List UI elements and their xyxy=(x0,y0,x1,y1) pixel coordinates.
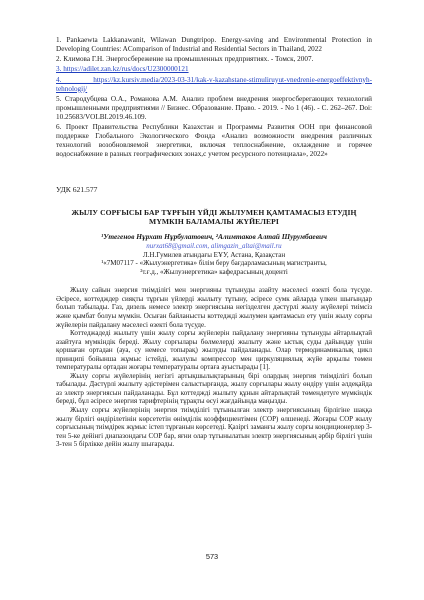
body-paragraph: Жылу сорғы жүйелерінің негізгі артықшылықтарының бірі олардың энергия тиімділігі болып табылады. Дәстүрлі жылыту әдістерімен салыстырғанда, жылу сорғылары жылу өндіру үшін әлдеқайда аз электр энергиясын пайдаланады. Бұл коттеджді жылыту құнын айтарлықтай төмендетуге мүмкіндік береді, бұл әсіресе энергия тарифтерінің тұрақты өсуі жағдайында маңызды. xyxy=(56,371,372,406)
reference-item-link xyxy=(56,76,372,94)
reference-list xyxy=(56,36,372,159)
udc-code: УДК 621.577 xyxy=(56,184,98,194)
title-line: МҮМКІН БАЛАМАЛЫ ЖҮЙЕЛЕРІ xyxy=(149,217,279,227)
reference-link[interactable]: 3. https://adilet.zan.kz/rus/docs/U2300000121 xyxy=(56,65,189,74)
reference-item-link xyxy=(56,65,372,74)
body-paragraph: Жылу сайын энергия тиімділігі мен энергияны тұтынуды азайту мәселесі өзекті бола түсуде. Әсіресе, коттедждер сияқты тұрғын үйлерді жылыту тұтыну, әсіресе сумк айларда үлкен шығындар болып табылады. Газ, дизель немесе электр энергиясына негізделген дәстүрлі жылу жүйелері тиімсіз және қымбат болуы мүмкін. Осыған байланысты коттеджді жылумен қамтамасыз ету үшін жылу сорғы жүйелерін пайдалану мәселесі өзекті бола түсуде. xyxy=(56,286,372,329)
body-paragraph: Коттеджадеді жылыту үшін жылу сорғы жүйелерін пайдалану энергияны тұтынуды айтарлықтай азайтуға мүмкіндік береді. Жылу сорғылары бөлмелерді жылыту және ыстық суды дайындау үшін қоршаған ортадан (ауа, су немесе топырақ) жылуды пайдаланады. Олар термодинамикалық цикл принципі бойынша жұмыс істейді, жылулы компрессор мен циркуляциялық жүйе арқылы төмен температуралы ортадан жоғары температуралы ортаға ауыстырады [1]. xyxy=(56,329,372,372)
article-title xyxy=(56,208,372,226)
page-number: 573 xyxy=(205,552,219,561)
reference-item: 5. Стародубцева О.А., Романова А.М. Анализ проблем внедрения энергосберегающих технологий промышленными предприятиями // Бизнес. Образование. Право. - 2019. - No 1 (46). - С. 262–267. Doi: 10.25683/VOLBI.2019.46.109. xyxy=(56,94,372,121)
author-emails[interactable]: nurxat68@gmail.com, alimgazin_altai@mail.ru xyxy=(146,241,282,250)
reference-item: 1. Pankaewta Lakkanawanit, Wilawan Dungtripop. Energy-saving and Environmental Protection in Developing Countries: AComparison of Industrial and Residential Sectors in Thailand, 2022 xyxy=(56,36,372,53)
authors: ¹Утегенов Нұрхат Нұрбулатович, ²Алимтаков Алтай Шурумбаевич xyxy=(101,232,327,242)
title-line: ЖЫЛУ СОРҒЫСЫ БАР ТҰРҒЫН ҮЙДІ ЖЫЛУМЕН ҚАМТАМАСЫЗ ЕТУДІҢ xyxy=(71,207,357,217)
affiliation: Л.Н.Гумилев атындағы ЕҰУ, Астана, Қазақстан xyxy=(142,250,286,259)
reference-item: 6. Проект Правительства Республики Казахстан и Программы Развития ООН при финансовой поддержке Глобального Экологического Фонда «Анализ возможности внедрения различных технологий возобновляемой энергетики, включая теплоснабжение, охлаждение и горячее водоснабжение в разных географических зонах,с учетом ресурсного потенциала», 2022» xyxy=(56,122,372,158)
affiliation: ¹«7М07117 - «Жылуэнергетика» білім беру бағдарламасының магистранты, xyxy=(101,259,327,268)
article-body xyxy=(56,286,372,448)
body-paragraph: Жылу сорғы жүйелерінің энергия тиімділігі тұтынылған электр энергиясының бірлігіне шаққа жылу бірлігі өндірілетінін көрсететін өнімділік коэффициентімен (COP) өлшенеді. Жоғары COP жылу сорғысының тиімдірек жұмыс істеп тұрғанын көрсетеді. Қазіргі заманғы жылу сорғы кондиционерлер 3-тен 5-ке дейінгі диапазондағы COP бар, яғни олар тұтынылатын электр энергиясының әрбір бірлігі үшін 3-тен 5 бірлікке дейін жылу шығарады. xyxy=(56,405,373,449)
reference-item: 2. Климова Г.Н. Энергосбережение на промышленных предприятиях. - Томск, 2007. xyxy=(56,55,314,64)
reference-link[interactable]: 4. https://kz.kursiv.media/2023-03-31/kak-v-kazahstane-stimuliruyut-vnedrenie-energoeffektivnyh-tehnologij/ xyxy=(56,75,372,93)
affiliation: ²т.ғ.д., «Жылуэнергетика» кафедрасының доценті xyxy=(140,267,288,276)
